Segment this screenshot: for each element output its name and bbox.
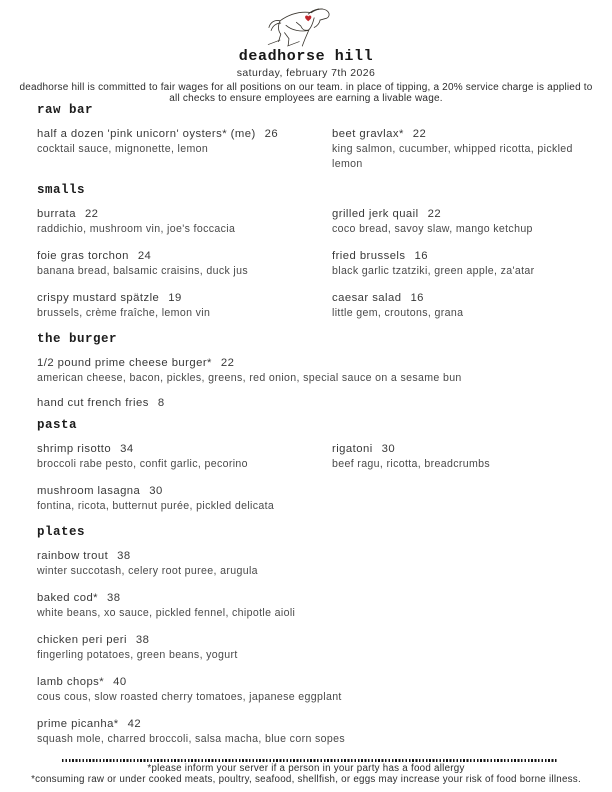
item-description: cocktail sauce, mignonette, lemon [37,143,209,155]
menu-header [0,0,612,104]
item-name: prime picanha* [37,718,119,730]
column-right [332,127,594,184]
section-plates [37,526,594,747]
intro-line-1: deadhorse hill is committed to fair wages for all positions on our team. in place of tipping, a 20% service charge is applied to [19,82,593,93]
horse-mane [308,9,322,14]
item-name-line [37,442,332,457]
item-name: 1/2 pound prime cheese burger* [37,357,212,369]
horse-back-neck-head [280,9,329,21]
item-name-line [37,717,594,732]
item-description: american cheese, bacon, pickles, greens, red onion, special sauce on a sesame bun [37,372,462,384]
item-price: 22 [412,128,427,140]
item-name-line [37,249,332,264]
item-name: chicken peri peri [37,634,127,646]
item-price: 22 [84,208,99,220]
menu-item [37,633,594,663]
menu-body [0,104,612,747]
section-pasta [37,419,594,526]
intro-line-2: all checks to ensure employees are earning a livable wage. [169,93,443,104]
item-name: caesar salad [332,292,402,304]
item-name: half a dozen 'pink unicorn' oysters* (me) [37,128,256,140]
column-left [37,207,332,333]
item-name-line [37,356,594,371]
item-description: coco bread, savoy slaw, mango ketchup [332,223,533,235]
menu-item [37,549,594,579]
menu-item [37,356,594,386]
menu-item [332,291,594,321]
item-name-line [37,549,594,564]
item-name: mushroom lasagna [37,485,141,497]
item-description: king salmon, cucumber, whipped ricotta, pickled lemon [332,143,573,170]
consumption-warning: *consuming raw or under cooked meats, poultry, seafood, shellfish, or eggs may increase your risk of food borne illness. [31,773,581,785]
item-price: 16 [414,250,428,262]
item-name: shrimp risotto [37,443,112,455]
menu-item [37,591,594,621]
item-price: 30 [149,485,163,497]
item-name-line [332,249,594,264]
section-raw-bar [37,104,594,184]
section-columns [37,127,594,184]
item-name: grilled jerk quail [332,208,419,220]
item-price: 38 [135,634,150,646]
dotted-divider [62,759,558,762]
item-description: black garlic tzatziki, green apple, za'atar [332,265,535,277]
heart-icon [305,16,311,22]
item-price: 16 [410,292,424,304]
item-price: 24 [137,250,152,262]
menu-item [332,442,594,472]
allergy-note: *please inform your server if a person in your party has a food allergy [147,763,465,774]
column-left [37,442,332,526]
item-name: lamb chops* [37,676,105,688]
item-description: white beans, xo sauce, pickled fennel, chipotle aioli [37,607,296,619]
item-description: cous cous, slow roasted cherry tomatoes, japanese eggplant [37,691,342,703]
item-price: 22 [220,357,235,369]
horse-hind-legs [278,21,288,45]
item-name: beet gravlax* [332,128,404,140]
menu-item [37,442,332,472]
section-title: pasta [37,418,78,432]
item-name-line [332,442,594,457]
item-price: 38 [117,550,131,562]
section-smalls [37,184,594,333]
restaurant-name: deadhorse hill [238,48,374,65]
item-name-line [332,291,594,306]
item-name-line [37,633,594,648]
item-name: rigatoni [332,443,373,455]
menu-item [37,127,332,157]
section-the-burger [37,333,594,411]
item-name-line [37,207,332,222]
item-name: fried brussels [332,250,406,262]
item-description: broccoli rabe pesto, confit garlic, pecorino [37,458,248,470]
item-name-line [332,127,594,142]
item-price: 22 [427,208,442,220]
menu-item [37,717,594,747]
item-name: baked cod* [37,592,99,604]
item-name-line [37,484,332,499]
section-title: plates [37,525,86,539]
section-columns [37,442,594,526]
item-description: beef ragu, ricotta, breadcrumbs [332,458,491,470]
item-description: fingerling potatoes, green beans, yogurt [37,649,238,661]
item-price: 34 [120,443,134,455]
menu-date: saturday, february 7th 2026 [236,67,376,79]
item-price: 26 [264,128,279,140]
horse-raised-leg [296,22,309,30]
item-price: 38 [107,592,121,604]
menu-item [37,291,332,321]
item-description: winter succotash, celery root puree, arugula [37,565,258,577]
item-price: 40 [113,676,127,688]
item-name: hand cut french fries [37,397,149,409]
item-name-line [37,675,594,690]
section-columns [37,207,594,333]
item-name: crispy mustard spätzle [37,292,160,304]
item-name: foie gras torchon [37,250,129,262]
item-name-line [37,396,594,411]
horse-logo-icon [253,3,359,49]
section-title: smalls [37,183,86,197]
column-left [37,127,332,169]
menu-item [332,127,594,172]
menu-item [37,484,332,514]
menu-item [37,675,594,705]
item-description: brussels, crème fraîche, lemon vin [37,307,211,319]
item-name: burrata [37,208,76,220]
horse-chest-front-leg [302,18,314,46]
intro-text [0,82,612,104]
item-description: banana bread, balsamic craisins, duck jus [37,265,249,277]
item-description: squash mole, charred broccoli, salsa macha, blue corn sopes [37,733,346,745]
item-name-line [37,291,332,306]
item-name-line [37,591,594,606]
item-price: 42 [127,718,142,730]
menu-item [37,396,594,411]
item-price: 8 [157,397,165,409]
menu-item [332,207,594,237]
item-name-line [332,207,594,222]
item-description: little gem, croutons, grana [332,307,464,319]
item-description: fontina, ricota, butternut purée, pickled delicata [37,500,275,512]
menu-footer [0,759,612,786]
item-price: 30 [381,443,396,455]
column-right [332,207,594,333]
menu-item [37,207,332,237]
logo-wrap [0,3,612,49]
item-name: rainbow trout [37,550,109,562]
menu-item [37,249,332,279]
item-name-line [37,127,332,142]
ground-stroke [268,40,299,46]
horse-jaw [314,20,320,27]
item-description: raddichio, mushroom vin, joe's foccacia [37,223,236,235]
column-right [332,442,594,484]
section-title: raw bar [37,103,94,117]
item-price: 19 [168,292,182,304]
menu-item [332,249,594,279]
section-title: the burger [37,332,118,346]
